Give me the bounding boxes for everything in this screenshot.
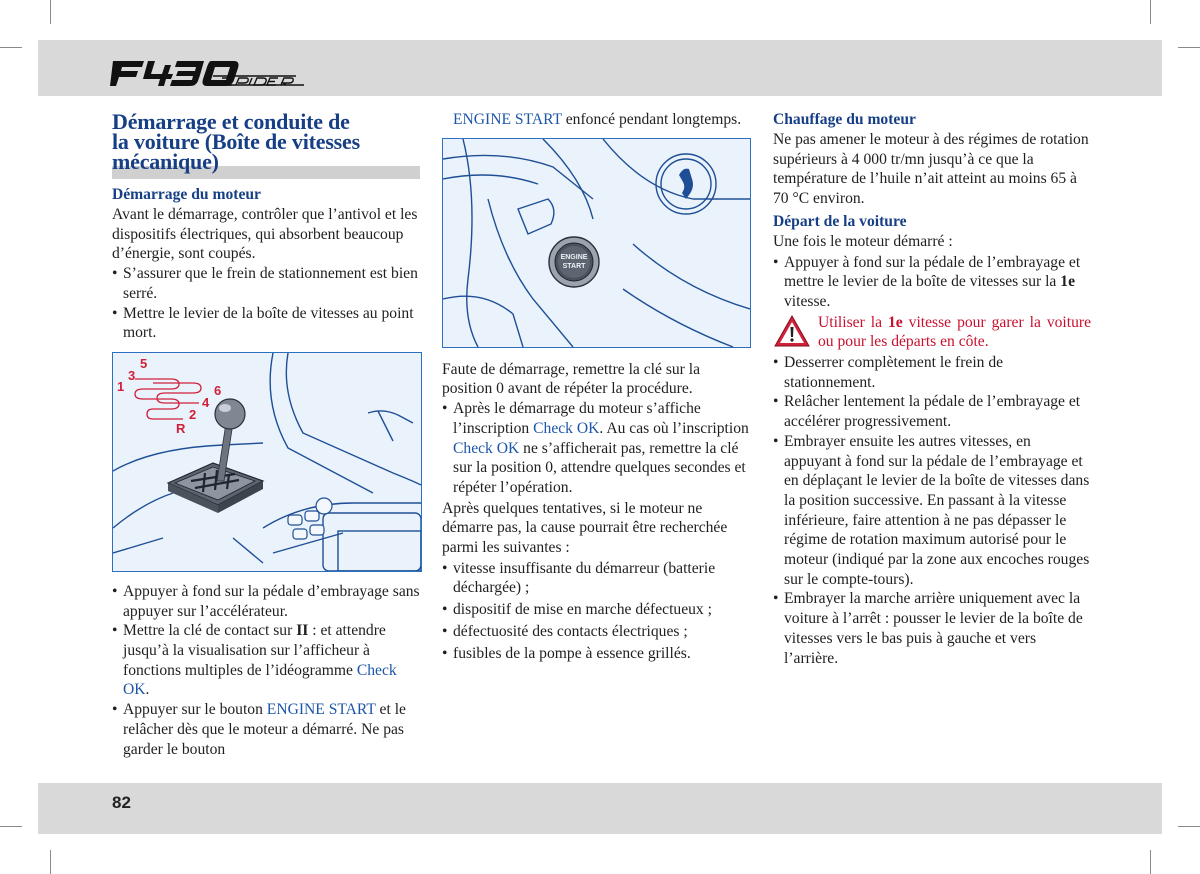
text-run: Appuyer à fond sur la pédale de l’embrayage et mettre le levier de la boîte de vitesses sur la (784, 253, 1081, 291)
warning-triangle-icon (773, 314, 811, 348)
list-item: • Desserrer complètement le frein de stationnement. (773, 353, 1091, 392)
engine-text: ENGINE (560, 253, 588, 261)
text-run: Après le démarrage du moteur s’affiche l’inscription (453, 400, 701, 437)
paragraph: Ne pas amener le moteur à des régimes de rotation supérieurs à 4 000 tr/mn jusqu’à ce que la température de l’huile n’ait atteint au moins 65 à 70 °C environ. (773, 131, 1089, 208)
text-run: : et attendre jusqu’à la visualisation sur l’afficheur à fonctions multiples de l’idéogramme (123, 622, 386, 679)
gear-label: 3 (128, 367, 136, 383)
bullet-list (773, 253, 1091, 312)
list-item: • Appuyer à fond sur la pédale d’embrayage sans appuyer sur l’accélérateur. (112, 582, 424, 621)
check-ok-label: Check OK (453, 439, 520, 457)
list-item: • défectuosité des contacts électriques ; (442, 622, 754, 642)
gear-label: R (176, 420, 186, 436)
list-item: • Embrayer la marche arrière uniquement avec la voiture à l’arrêt : pousser le levier de la boîte de vitesses vers le bas puis à gauche et vers l’arrière. (773, 589, 1091, 668)
page-title (112, 109, 424, 174)
list-item: • vitesse insuffisante du démarreur (batterie déchargée) ; (442, 559, 754, 598)
causes-list (442, 559, 754, 664)
text-run: Appuyer sur le bouton (123, 701, 267, 719)
crop-mark (0, 47, 22, 48)
steering-wheel-drawing (443, 139, 750, 347)
gearbox-drawing (113, 353, 421, 571)
footer-band (38, 783, 1162, 834)
page-number: 82 (112, 793, 131, 812)
text-run: . Au cas où l’inscription (599, 419, 749, 437)
f430-spider-logo (110, 57, 305, 89)
crop-mark (1150, 0, 1151, 24)
gear-number: 1e (1060, 273, 1075, 291)
crop-mark (1178, 826, 1200, 827)
gear-label: 1 (117, 378, 125, 394)
text-run: et le relâcher dès que le moteur a démarré. Ne pas garder le bouton (123, 701, 406, 758)
section-heading: Chauffage du moteur (773, 111, 916, 128)
text-run: Utiliser la (818, 313, 888, 331)
section-heading: Démarrage du moteur (112, 186, 261, 203)
list-item (773, 253, 1091, 312)
title-line: Démarrage et conduite de (112, 109, 350, 134)
warning-box (773, 313, 1091, 352)
text-run: . (145, 681, 150, 699)
list-item (112, 621, 424, 700)
list-item: • S’assurer que le frein de stationnement est bien serré. (112, 264, 424, 303)
bullet-list (442, 399, 754, 498)
check-ok-label: Check OK (123, 661, 397, 699)
bullet-list (112, 582, 424, 759)
middle-column (442, 110, 754, 663)
crop-mark (50, 0, 51, 24)
intro-paragraph: Avant le démarrage, contrôler que l’antivol et les dispositifs électriques, qui absorbent beaucoup d’énergie, sont coupés. (112, 206, 418, 263)
text-run: vitesse. (784, 292, 831, 310)
paragraph: Une fois le moteur démarré : (773, 232, 953, 250)
warning-text (811, 313, 1091, 352)
start-text: START (562, 262, 586, 270)
list-item: • Embrayer ensuite les autres vitesses, en appuyant à fond sur la pédale de l’embrayage et en déplaçant le levier de la boîte de vitesses dans la position successive. En passant à la vitesse inférieure, faire attention à ne pas dépasser le régime de rotation maximum autorisé pour le moteur (indiqué par la zone aux encoches rouges sur le compte-tours). (773, 432, 1091, 590)
gear-label: 6 (214, 382, 222, 398)
text-run: enfoncé pendant longtemps. (561, 111, 742, 128)
list-item: • Relâcher lentement la pédale de l’embrayage et accélérer progressivement. (773, 392, 1091, 431)
paragraph: Après quelques tentatives, si le moteur ne démarre pas, la cause pourrait être recherchée parmi les suivantes : (442, 499, 728, 557)
bullet-list (773, 353, 1091, 668)
check-ok-label: Check OK (533, 419, 600, 437)
text-run: Mettre la clé de contact sur (123, 622, 297, 640)
key-position: II (296, 622, 309, 640)
engine-start-label: ENGINE START (453, 111, 562, 128)
title-line: la voiture (Boîte de vitesses (112, 129, 360, 154)
engine-start-illustration (442, 138, 751, 348)
gear-number: 1e (887, 313, 903, 331)
text-run: ne s’afficherait pas, remettre la clé sur la position 0, attendre quelques secondes et répéter l’opération. (453, 439, 746, 496)
right-column (773, 110, 1091, 668)
gear-label: 2 (189, 406, 197, 422)
crop-mark (0, 826, 22, 827)
continued-paragraph (442, 110, 754, 130)
crop-mark (1150, 850, 1151, 874)
gear-label: 4 (202, 394, 210, 410)
section-heading: Départ de la voiture (773, 212, 907, 230)
engine-start-label: ENGINE START (266, 701, 376, 719)
gear-label: 5 (140, 355, 148, 371)
crop-mark (1178, 47, 1200, 48)
left-column (112, 109, 424, 759)
list-item (442, 399, 754, 498)
list-item: • dispositif de mise en marche défectueux ; (442, 600, 754, 620)
bullet-list (112, 264, 424, 343)
gear-lever-illustration (112, 352, 422, 572)
list-item: • Mettre le levier de la boîte de vitesses au point mort. (112, 304, 424, 343)
paragraph: Faute de démarrage, remettre la clé sur la position 0 avant de répéter la procédure. (442, 360, 701, 398)
list-item (112, 700, 424, 759)
text-run: vitesse pour garer la voiture ou pour les départs en côte. (818, 313, 1091, 351)
crop-mark (50, 850, 51, 874)
list-item: • fusibles de la pompe à essence grillés. (442, 644, 754, 664)
title-line: mécanique) (112, 149, 219, 174)
